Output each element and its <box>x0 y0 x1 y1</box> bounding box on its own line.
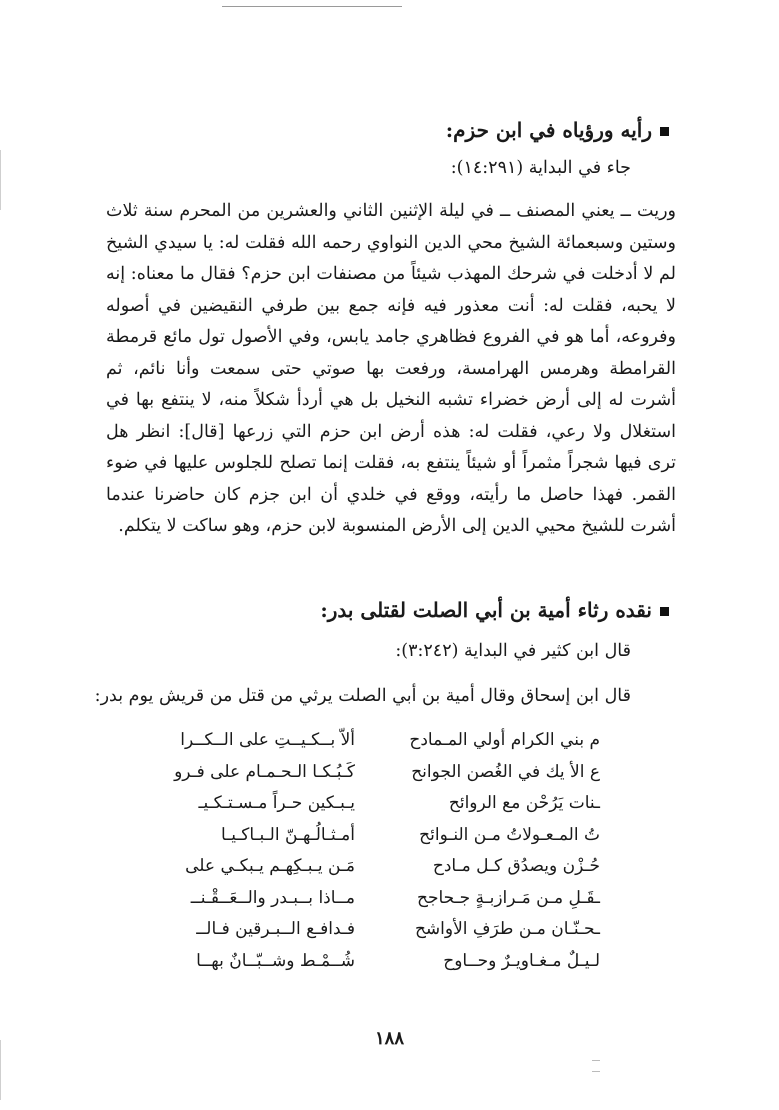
poem-verse: كَـبُـكـا الـحـمـام على فـرو ع الأ يك في الغُصن الجوانح <box>174 761 600 782</box>
margin-mark <box>0 1040 1 1100</box>
margin-mark <box>0 150 1 210</box>
section-intro: جاء في البداية (١٤:٢٩١): <box>450 158 631 178</box>
body-paragraph: وريت ــ يعني المصنف ــ في ليلة الإثنين الثاني والعشرين من المحرم سنة ثلاث وستين وسبعمائة الشيخ محي الدين النواوي رحمه الله فقلت له: يا سيدي الشيخ لم لا أدخلت في شرحك المهذب شيئاً من مصنفات ابن حزم؟ فقال ما معناه: إنه لا يحبه، فقلت له: أنت معذور فيه فإنه جمع بين طرفي النقيضين في أصوله وفروعه، أما هو في الفروع فظاهري جامد يابس، وفي الأصول تول مائع قرمطة القرامطة وهرمس الهرامسة، ورفعت بها صوتي حتى سمعت وأنا نائم، ثم أشرت له إلى أرض خضراء تشبه النخيل بل هي أردأ شكلاً منه، لا ينتفع بها في استغلال ولا رعي، فقلت له: هذه أرض ابن حزم التي زرعها [قال]: انظر هل ترى فيها شجراً مثمراً أو شيئاً ينتفع به، فقلت إنما تصلح للجلوس عليها في ضوء القمر. فهذا حاصل ما رأيته، ووقع في خلدي أن ابن جزم كان حاضرنا عندما أشرت للشيخ محيي الدين إلى الأرض المنسوبة لابن حزم، وهو ساكت لا يتكلم. <box>106 201 676 536</box>
poem-verse: شُــمْـط وشــبّــانٌ بهــا لـيـلٌ مـغـاويـرٌ وحــاوح <box>196 950 600 971</box>
poem-verse: يـبـكين حـراً مـسـتـكـيـ ـنات يَرُحْن مع الروائح <box>198 793 600 813</box>
scan-artifact <box>592 1060 600 1072</box>
poem <box>150 730 600 982</box>
poem-lead: قال ابن إسحاق وقال أمية بن أبي الصلت يرثي من قتل من قريش يوم بدر: <box>94 686 631 706</box>
square-bullet-icon <box>660 127 669 136</box>
poem-verse: فـدافـع الــبـرقين فـالــ ـحـنّـان مـن طرَفِ الأواشح <box>196 919 600 939</box>
top-rule <box>222 6 402 7</box>
poem-verse: ألاّ بــكـيــتِ على الــكــرا م بني الكرام أولي المـمادح <box>180 730 600 750</box>
section-intro: قال ابن كثير في البداية (٣:٢٤٢): <box>395 641 631 661</box>
square-bullet-icon <box>660 607 669 616</box>
section-heading-umayya: نقده رثاء أمية بن أبي الصلت لقتلى بدر: <box>109 598 669 622</box>
page-number: ١٨٨ <box>374 1028 404 1049</box>
section-heading-ibn-hazm: رأيه ورؤياه في ابن حزم: <box>109 118 669 142</box>
poem-verse: مــاذا بــبـدر والــعَــقْـنــ ـقَـلِ مـن مَـرازبـةٍ جـحاجح <box>190 887 600 908</box>
poem-verse: مَـن يـبـكِهـم يـبكـي على حُـزْن ويصدُق كـل مـادح <box>185 856 600 876</box>
poem-verse: أمـثـالُـهـنّ الـبـاكـيـا تُ المـعـولاتُ مـن النـوائح <box>221 824 600 845</box>
